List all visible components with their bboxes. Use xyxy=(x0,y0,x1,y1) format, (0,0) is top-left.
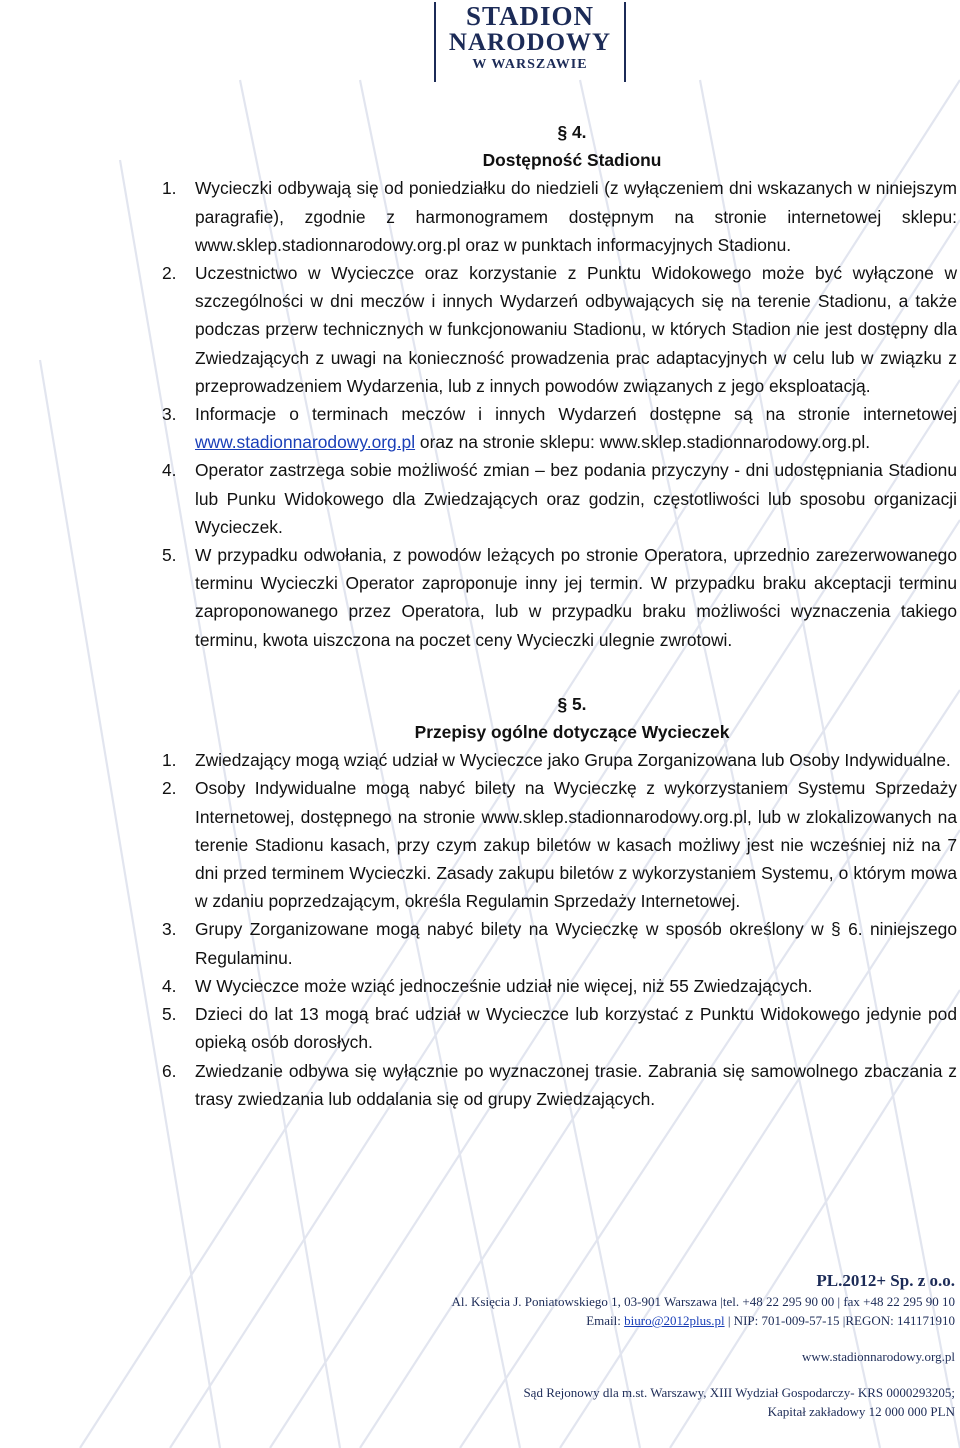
list-item xyxy=(162,174,957,259)
item-text: Zwiedzanie odbywa się wyłącznie po wyznaczonej trasie. Zabrania się samowolnego zbaczania z trasy zwiedzania lub oddalania się od grupy Zwiedzających. xyxy=(195,1060,957,1109)
footer-email-link[interactable]: biuro@2012plus.pl xyxy=(624,1313,725,1328)
item-number: 4. xyxy=(162,975,177,996)
footer-ids: | NIP: 701-009-57-15 |REGON: 141171910 xyxy=(724,1313,955,1328)
item-text: oraz na stronie sklepu: www.sklep.stadionnarodowy.org.pl. xyxy=(415,432,871,453)
item-number: 2. xyxy=(162,778,177,799)
footer-company: PL.2012+ Sp. z o.o. xyxy=(816,1271,955,1290)
item-text: Wycieczki odbywają się od poniedziałku do niedzieli (z wyłączeniem dni wskazanych w niniejszym paragrafie), zgodnie z harmonogramem dostępnym na stronie internetowej sklepu: www.sklep.stadionnarodowy.org.pl oraz w punktach informacyjnych Stadionu. xyxy=(195,178,957,255)
item-number: 3. xyxy=(162,404,177,425)
footer-capital: Kapitał zakładowy 12 000 000 PLN xyxy=(767,1404,955,1419)
item-text: Dzieci do lat 13 mogą brać udział w Wycieczce lub korzystać z Punktu Widokowego jedynie pod opieką osób dorosłych. xyxy=(195,1004,957,1053)
item-text: Informacje o terminach meczów i innych Wydarzeń dostępne są na stronie internetowej xyxy=(195,404,957,425)
list-item xyxy=(162,541,957,654)
footer-contact xyxy=(255,1311,955,1330)
item-text: W Wycieczce może wziąć jednocześnie udział nie więcej, niż 55 Zwiedzających. xyxy=(195,975,813,996)
section4-list xyxy=(162,174,957,653)
section-gap xyxy=(162,654,957,690)
logo-bar-left xyxy=(434,2,436,82)
list-item xyxy=(162,1057,957,1113)
list-item xyxy=(162,456,957,541)
footer-address: Al. Księcia J. Poniatowskiego 1, 03-901 Warszawa |tel. +48 22 295 90 00 | fax +48 22 295 90 10 xyxy=(451,1294,955,1309)
section4-title: Dostępność Stadionu xyxy=(482,150,662,171)
item-text: Osoby Indywidualne mogą nabyć bilety na Wycieczkę z wykorzystaniem Systemu Sprzedaży Internetowej, dostępnego na stronie www.sklep.stadionnarodowy.org.pl, lub w zlokalizowanych na terenie Stadionu kasach, przy czym zakup biletów w kasach możliwy jest nie wcześniej niż na 7 dni przed terminem Wycieczki. Zasady zakupu biletów z wykorzystaniem Systemu, o którym mowa w zdaniu poprzedzającym, określa Regulamin Sprzedaży Internetowej. xyxy=(195,778,957,912)
document-body xyxy=(162,118,957,1113)
item-number: 1. xyxy=(162,178,177,199)
list-item xyxy=(162,400,957,456)
item-number: 2. xyxy=(162,263,177,284)
logo-bar-right xyxy=(624,2,626,82)
item-text: Uczestnictwo w Wycieczce oraz korzystanie z Punktu Widokowego może być wyłączone w szczególności w dni meczów i innych Wydarzeń odbywających się na terenie Stadionu, a także podczas przerw technicznych w funkcjonowaniu Stadionu, w których Stadion nie jest dostępny dla Zwiedzających z uwagi na konieczność prowadzenia prac adaptacyjnych w celu lub w związku z przeprowadzeniem Wydarzenia, lub z innych powodów związanych z jego eksploatacją. xyxy=(195,263,957,396)
item-number: 4. xyxy=(162,460,177,481)
list-item xyxy=(162,259,957,400)
list-item xyxy=(162,774,957,915)
list-item xyxy=(162,746,957,774)
section5-list xyxy=(162,746,957,1113)
list-item xyxy=(162,1000,957,1056)
logo-line3: W WARSZAWIE xyxy=(472,57,588,72)
item-text: Grupy Zorganizowane mogą nabyć bilety na Wycieczkę w sposób określony w § 6. niniejszego Regulaminu. xyxy=(195,919,957,968)
stadion-website-link[interactable]: www.stadionnarodowy.org.pl xyxy=(195,432,416,453)
section5-title: Przepisy ogólne dotyczące Wycieczek xyxy=(414,722,730,743)
item-number: 3. xyxy=(162,919,177,940)
logo-line2: NARODOWY xyxy=(448,29,612,56)
stadion-logo xyxy=(432,2,628,88)
item-number: 5. xyxy=(162,545,177,566)
item-text: Zwiedzający mogą wziąć udział w Wycieczce jako Grupa Zorganizowana lub Osoby Indywidualne. xyxy=(195,750,951,771)
section4-number: § 4. xyxy=(557,122,587,142)
footer-email-label: Email: xyxy=(586,1313,625,1328)
item-number: 5. xyxy=(162,1004,177,1025)
page-footer xyxy=(255,1270,955,1421)
section5-number: § 5. xyxy=(557,693,587,714)
footer-court: Sąd Rejonowy dla m.st. Warszawy, XIII Wydział Gospodarczy- KRS 0000293205; xyxy=(523,1385,955,1400)
item-text: W przypadku odwołania, z powodów leżących po stronie Operatora, uprzednio zarezerwowanego terminu Wycieczki Operator zaproponuje inny jej termin. W przypadku braku akceptacji terminu zaproponowanego przez Operatora, lub w przypadku braku możliwości wyznaczenia takiego terminu, kwota uiszczona na poczet ceny Wycieczki ulegnie zwrotowi. xyxy=(195,545,957,650)
list-item xyxy=(162,915,957,971)
footer-website: www.stadionnarodowy.org.pl xyxy=(802,1349,955,1364)
item-number: 6. xyxy=(162,1060,177,1081)
list-item xyxy=(162,972,957,1000)
logo-line1: STADION xyxy=(465,1,595,31)
item-number: 1. xyxy=(162,750,177,771)
item-text: Operator zastrzega sobie możliwość zmian – bez podania przyczyny - dni udostępniania Stadionu lub Punku Widokowego dla Zwiedzających oraz godzin, częstotliwości lub sposobu organizacji Wycieczek. xyxy=(195,460,957,537)
